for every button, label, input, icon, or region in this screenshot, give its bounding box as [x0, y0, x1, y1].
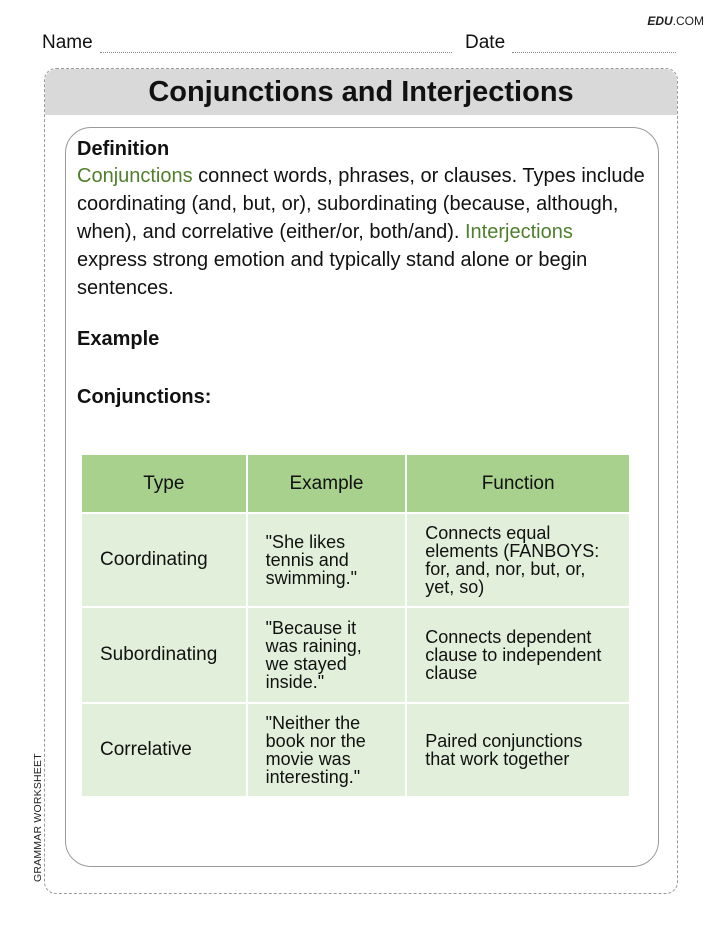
definition-text-2: express strong emotion and typically stand alone or begin sentences.: [77, 249, 588, 299]
cell-function: Paired conjunctions that work together: [406, 703, 630, 797]
cell-function: Connects dependent clause to independent clause: [406, 607, 630, 703]
cell-type: Coordinating: [81, 513, 247, 607]
worksheet-sheet: [44, 68, 678, 894]
worksheet-side-label: GRAMMAR WORKSHEET: [32, 753, 44, 882]
definition-heading: Definition: [77, 138, 170, 160]
content-card: [65, 127, 659, 867]
cell-type: Subordinating: [81, 607, 247, 703]
page-title: Conjunctions and Interjections: [45, 69, 677, 115]
table-header-row: [81, 454, 630, 513]
header-type: Type: [81, 454, 247, 513]
cell-example: "She likes tennis and swimming.": [247, 513, 407, 607]
table-row: [81, 703, 630, 797]
brand-rest: .COM: [672, 14, 704, 28]
table-row: [81, 513, 630, 607]
header-example: Example: [247, 454, 407, 513]
cell-type: Correlative: [81, 703, 247, 797]
date-line[interactable]: [512, 52, 676, 53]
example-heading: Example: [77, 328, 160, 350]
cell-example: "Neither the book nor the movie was interesting.": [247, 703, 407, 797]
conjunctions-table: [80, 453, 631, 798]
header-function: Function: [406, 454, 630, 513]
cell-example: "Because it was raining, we stayed inside.": [247, 607, 407, 703]
brand-bold: EDU: [647, 14, 673, 28]
name-line[interactable]: [100, 52, 452, 53]
content-body: [77, 136, 647, 410]
brand-logo: [647, 14, 704, 28]
name-date-row: [42, 32, 676, 56]
term-interjections: Interjections: [465, 221, 573, 243]
term-conjunctions: Conjunctions: [77, 165, 193, 187]
conjunctions-heading: Conjunctions:: [77, 386, 212, 408]
table-row: [81, 607, 630, 703]
definition-text-1: connect words, phrases, or clauses. Types include coordinating (and, but, or), subordinating (because, although, when), and correlative (either/or, both/and).: [77, 165, 645, 243]
definition-text: [77, 162, 647, 302]
name-label: Name: [42, 32, 93, 53]
date-label: Date: [465, 32, 506, 53]
cell-function: Connects equal elements (FANBOYS: for, and, nor, but, or, yet, so): [406, 513, 630, 607]
